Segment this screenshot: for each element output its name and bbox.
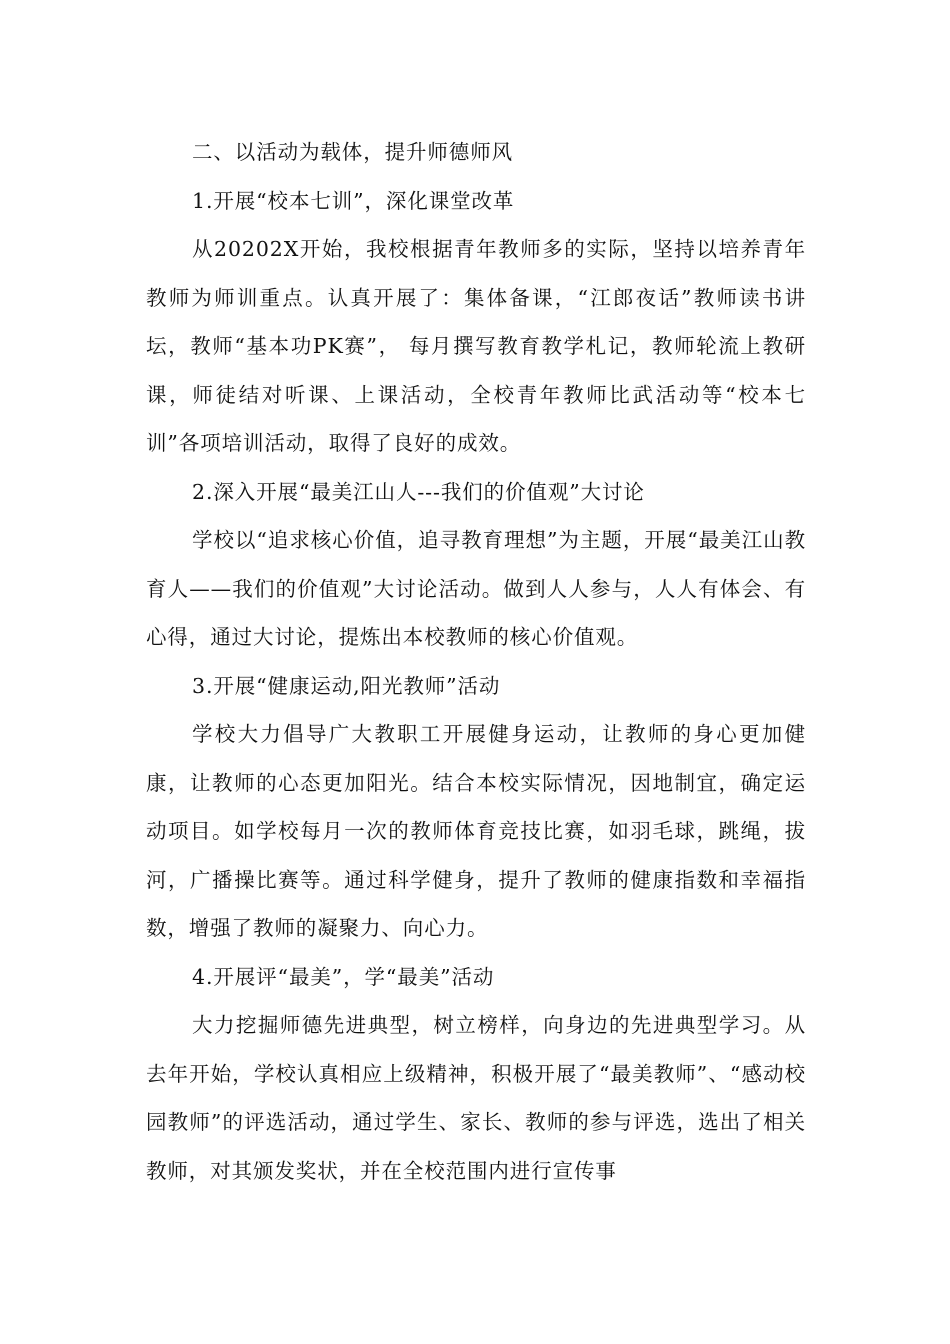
document-body — [146, 128, 806, 1195]
subsection-heading-4: 4.开展评“最美”，学“最美”活动 — [192, 964, 495, 989]
paragraph-3: 学校大力倡导广大教职工开展健身运动，让教师的身心更加健康，让教师的心态更加阳光。结合本校实际情况，因地制宜，确定运动项目。如学校每月一次的教师体育竞技比赛，如羽毛球，跳绳，拔河，广播操比赛等。通过科学健身，提升了教师的健康指数和幸福指数，增强了教师的凝聚力、向心力。 — [146, 722, 806, 940]
paragraph-4: 大力挖掘师德先进典型，树立榜样，向身边的先进典型学习。从去年开始，学校认真相应上级精神，积极开展了“最美教师”、“感动校园教师”的评选活动，通过学生、家长、教师的参与评选，选出了相关教师，对其颁发奖状，并在全校范围内进行宣传事 — [146, 1013, 806, 1183]
subsection-heading-2: 2.深入开展“最美江山人---我们的价值观”大讨论 — [192, 479, 645, 504]
paragraph-2: 学校以“追求核心价值，追寻教育理想”为主题，开展“最美江山教育人——我们的价值观”大讨论活动。做到人人参与，人人有体会、有心得，通过大讨论，提炼出本校教师的核心价值观。 — [146, 528, 806, 649]
paragraph-1: 从20202X开始，我校根据青年教师多的实际，坚持以培养青年教师为师训重点。认真开展了：集体备课，“江郎夜话”教师读书讲坛，教师“基本功PK赛”， 每月撰写教育教学札记，教师轮流上教研课，师徒结对听课、上课活动，全校青年教师比武活动等“校本七训”各项培训活动，取得了良好的成效。 — [146, 237, 806, 455]
section-heading: 二、以活动为载体，提升师德师风 — [192, 140, 513, 164]
subsection-heading-3: 3.开展“健康运动,阳光教师”活动 — [192, 673, 501, 698]
subsection-heading-1: 1.开展“校本七训”，深化课堂改革 — [192, 188, 515, 213]
